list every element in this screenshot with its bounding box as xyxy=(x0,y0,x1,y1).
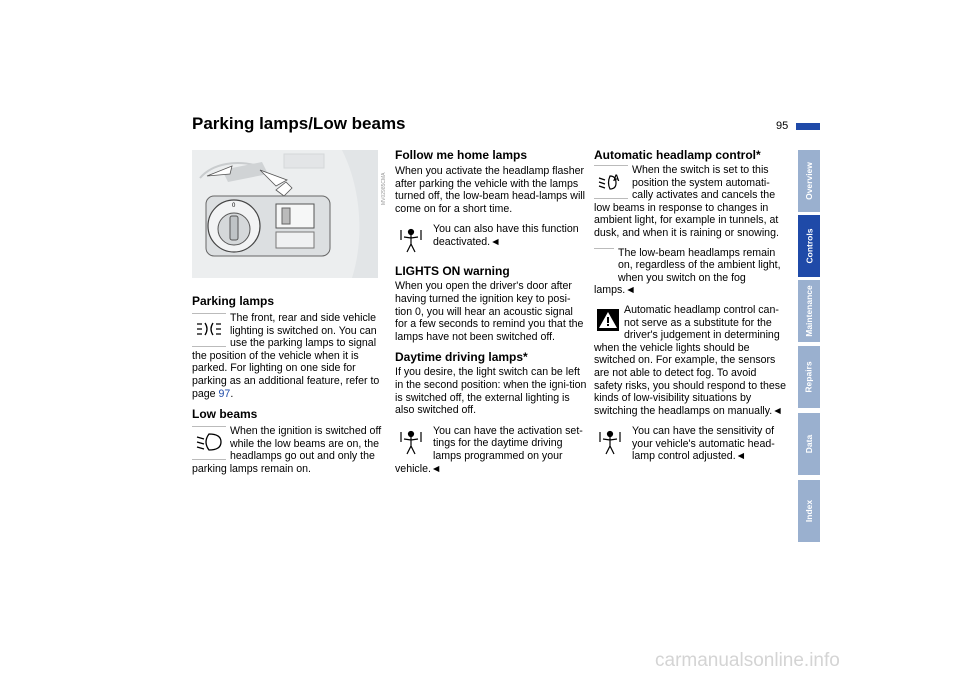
middle-column xyxy=(395,148,587,475)
follow-me-home-heading: Follow me home lamps xyxy=(395,148,528,162)
parking-lamps-icon xyxy=(192,313,226,347)
low-beam-icon xyxy=(192,426,226,460)
tab-controls[interactable]: Controls xyxy=(798,215,820,277)
note-marker xyxy=(594,248,614,281)
low-beams-text: When the ignition is switched off while the low beams are on, the headlamps go out and only the parking lamps remain on. xyxy=(192,425,382,475)
figure-code: MV02985CMA xyxy=(381,172,387,205)
left-column xyxy=(192,294,384,476)
tab-maintenance[interactable]: Maintenance xyxy=(798,280,820,342)
tab-repairs[interactable]: Repairs xyxy=(798,346,820,408)
tab-data[interactable]: Data xyxy=(798,413,820,475)
daytime-lamps-text: If you desire, the light switch can be left in the second position: when the igni-tion is switched off, the external lighting is also switched off. xyxy=(395,366,587,417)
tab-overview[interactable]: Overview xyxy=(798,150,820,212)
page-97-link[interactable]: 97 xyxy=(218,387,231,400)
svg-text:0: 0 xyxy=(232,203,236,209)
tab-index[interactable]: Index xyxy=(798,480,820,542)
parking-lamps-heading: Parking lamps xyxy=(192,294,275,308)
daytime-lamps-heading: Daytime driving lamps* xyxy=(395,350,528,365)
warning-text: Automatic headlamp control can-not serve as a substitute for the driver's judgement in determining when the vehicle lights should be switched on. For example, the sensors are not able to detect fog. To avoid safety risks, you should respond to these kinds of low-visibility situations by switching the headlamps on manually.◄ xyxy=(594,303,786,417)
low-beams-heading: Low beams xyxy=(192,407,258,422)
follow-me-home-note: You can also have this function deactivated.◄ xyxy=(433,223,579,248)
page-title: Parking lamps/Low beams xyxy=(192,114,406,133)
light-switch-photo xyxy=(192,150,378,278)
right-column xyxy=(594,148,786,463)
service-person-icon xyxy=(395,426,429,458)
warning-icon xyxy=(594,305,620,337)
parking-lamps-text: The front, rear and side vehicle lighting is switched on. You can use the parking lamps to signal the position of the vehicle when it is parked. For lighting on one side for parking as an additional feature, refer to page xyxy=(192,312,380,400)
page-number: 95 xyxy=(776,120,789,132)
fog-lamps-note: The low-beam headlamps remain on, regardless of the ambient light, when you switch on the fog lamps.◄ xyxy=(594,246,781,297)
service-person-icon xyxy=(594,426,628,458)
watermark: carmanualsonline.info xyxy=(655,650,840,671)
svg-text:A: A xyxy=(613,173,620,183)
parking-lamps-tail: . xyxy=(230,387,234,400)
auto-headlamp-heading: Automatic headlamp control* xyxy=(594,148,761,162)
lights-on-heading: LIGHTS ON warning xyxy=(395,264,510,279)
auto-headlamp-text: When the switch is set to this position the system automati-cally activates and cancels the low beams in response to changes in ambient light, for example in tunnels, at dusk, and when it is raining or snowing. xyxy=(594,164,779,239)
follow-me-home-text: When you activate the headlamp flasher after parking the vehicle with the lamps turned off, the low-beam head-lamps will come on for a short time. xyxy=(395,165,585,215)
page-number-bar xyxy=(796,123,820,130)
sensitivity-note: You can have the sensitivity of your vehicle's automatic head-lamp control adjusted.◄ xyxy=(632,425,775,463)
light-switch-illustration xyxy=(192,150,378,278)
daytime-lamps-note: You can have the activation set-tings for the daytime driving lamps programmed on your vehicle.◄ xyxy=(395,424,583,475)
auto-headlamp-icon xyxy=(594,165,628,199)
lights-on-text: When you open the driver's door after having turned the ignition key to posi-tion 0, you will hear an acoustic signal for a few seconds to remind you that the lamps have not been switched off. xyxy=(395,280,584,343)
service-person-icon xyxy=(395,224,429,256)
